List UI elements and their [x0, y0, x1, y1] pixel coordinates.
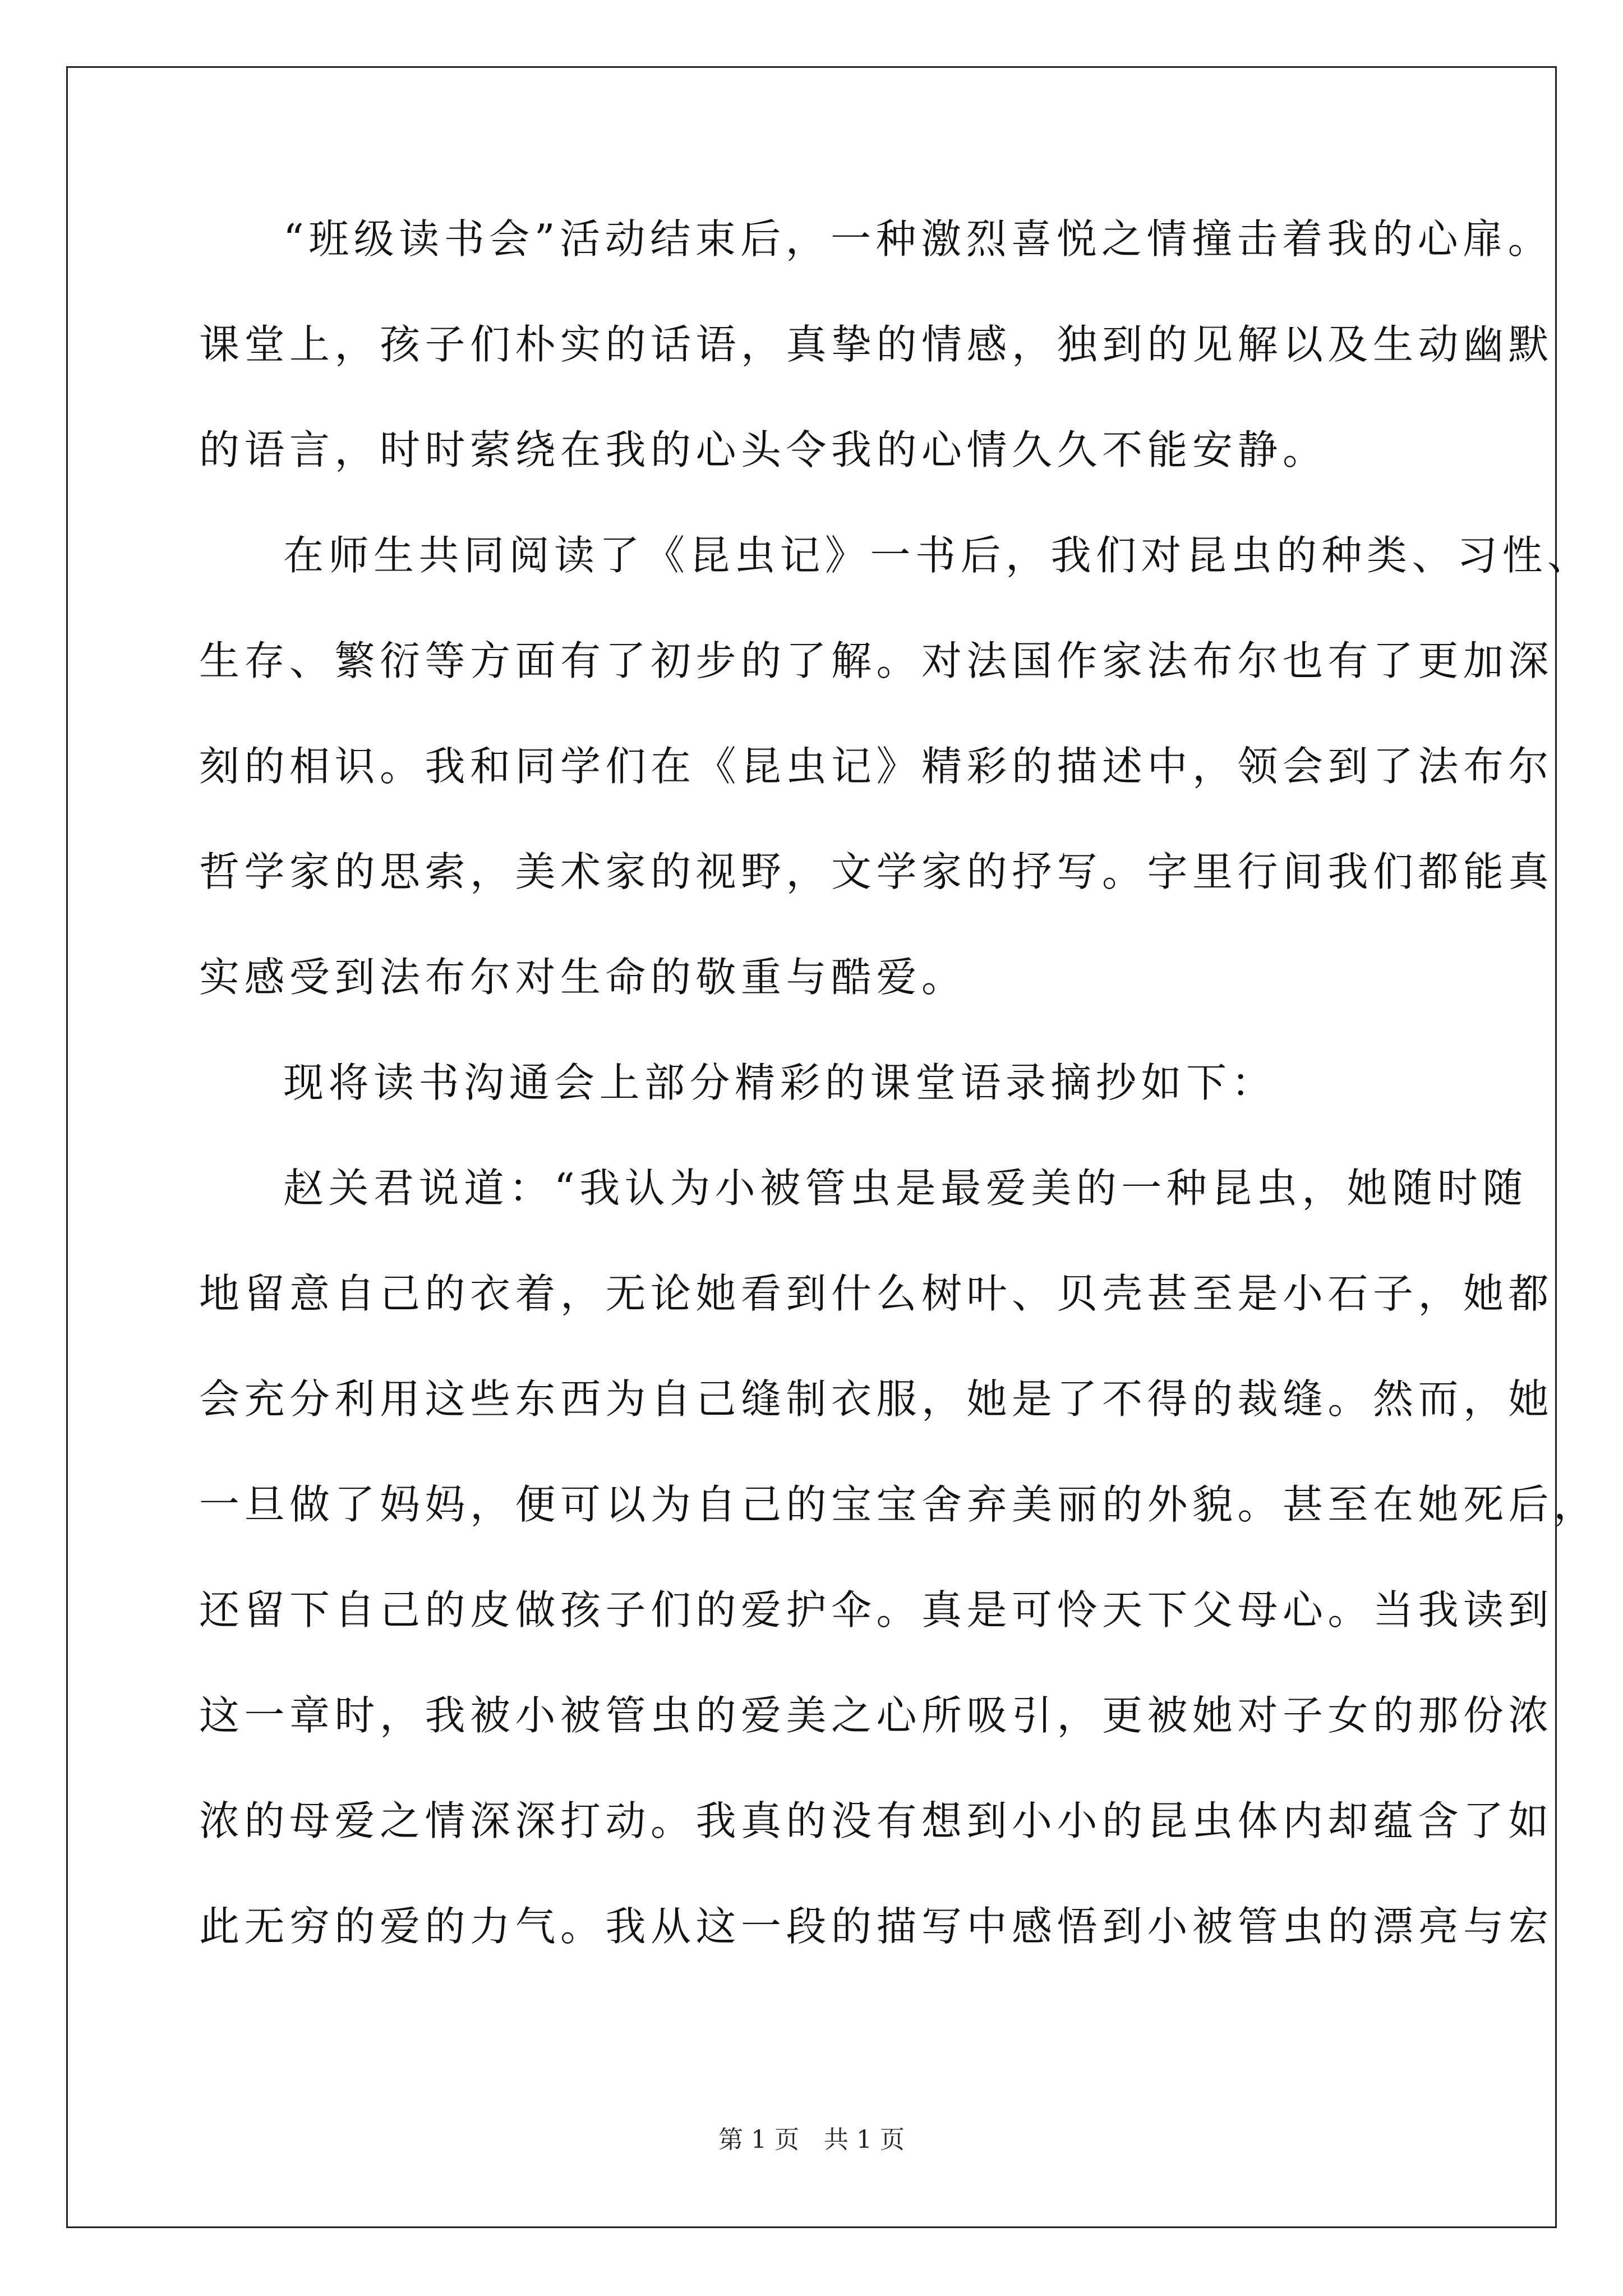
page-number: 第 1 页 — [718, 2125, 799, 2154]
text-line: 刻的相识。我和同学们在《昆虫记》精彩的描述中，领会到了法布尔 — [199, 743, 1554, 790]
text-line: 哲学家的思索，美术家的视野，文学家的抒写。字里行间我们都能真 — [199, 848, 1554, 895]
text-line: 生存、繁衍等方面有了初步的了解。对法国作家法布尔也有了更加深 — [199, 637, 1554, 684]
text-line: 课堂上，孩子们朴实的话语，真挚的情感，独到的见解以及生动幽默 — [199, 321, 1554, 368]
text-line: 一旦做了妈妈，便可以为自己的宝宝舍弃美丽的外貌。甚至在她死后， — [199, 1481, 1599, 1528]
text-line: 会充分利用这些东西为自己缝制衣服，她是了不得的裁缝。然而，她 — [199, 1375, 1554, 1423]
text-line: 赵关君说道：“我认为小被管虫是最爱美的一种昆虫，她随时随 — [283, 1165, 1528, 1212]
text-line: 在师生共同阅读了《昆虫记》一书后，我们对昆虫的种类、习性、 — [283, 532, 1593, 579]
page-total: 共 1 页 — [824, 2125, 905, 2154]
text-line: 地留意自己的衣着，无论她看到什么树叶、贝壳甚至是小石子，她都 — [199, 1270, 1554, 1317]
text-line: 实感受到法布尔对生命的敬重与酷爱。 — [199, 954, 967, 1001]
document-body — [199, 215, 1599, 2012]
text-line: 浓的母爱之情深深打动。我真的没有想到小小的昆虫体内却蕴含了如 — [199, 1797, 1554, 1844]
text-line: 这一章时，我被小被管虫的爱美之心所吸引，更被她对子女的那份浓 — [199, 1692, 1554, 1739]
text-line: 的语言，时时萦绕在我的心头令我的心情久久不能安静。 — [199, 426, 1328, 473]
text-line: 此无穷的爱的力气。我从这一段的描写中感悟到小被管虫的漂亮与宏 — [199, 1903, 1554, 1950]
text-line: 还留下自己的皮做孩子们的爱护伞。真是可怜天下父母心。当我读到 — [199, 1586, 1554, 1634]
text-line: “班级读书会”活动结束后，一种激烈喜悦之情撞击着我的心扉。 — [283, 215, 1553, 263]
page-footer — [0, 2126, 1623, 2154]
text-line: 现将读书沟通会上部分精彩的课堂语录摘抄如下： — [283, 1059, 1277, 1106]
